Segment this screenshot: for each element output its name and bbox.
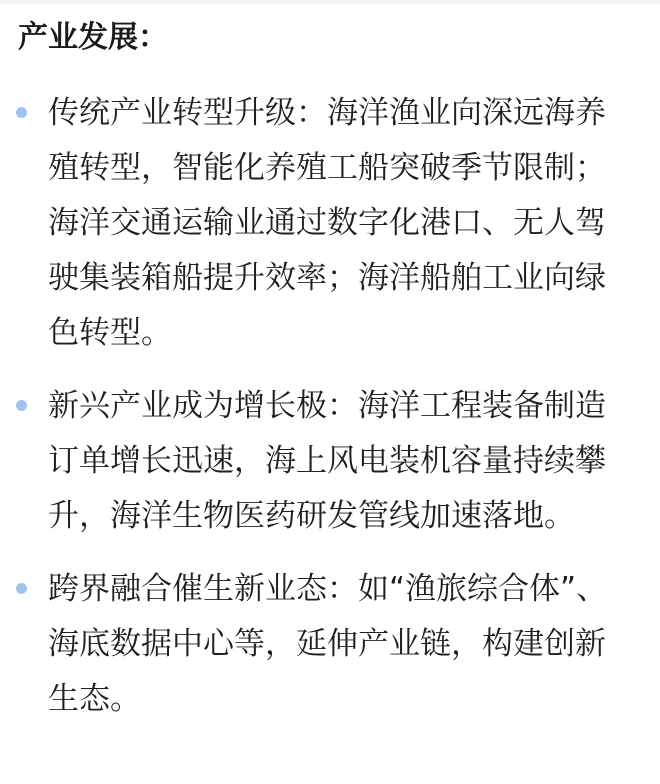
list-item — [0, 86, 660, 361]
list-item — [0, 562, 660, 727]
bullet-dot-icon — [16, 107, 27, 118]
bullet-dot-icon — [16, 400, 27, 411]
list-item-text: 新兴产业成为增长极：海洋工程装备制造订单增长迅速，海上风电装机容量持续攀升，海洋生物医药研发管线加速落地。 — [48, 388, 606, 534]
list-item-text: 传统产业转型升级：海洋渔业向深远海养殖转型，智能化养殖工船突破季节限制；海洋交通运输业通过数字化港口、无人驾驶集装箱船提升效率；海洋船舶工业向绿色转型。 — [48, 95, 606, 351]
bullet-dot-icon — [16, 583, 27, 594]
bullet-list — [0, 86, 660, 745]
list-item — [0, 379, 660, 544]
list-item-text: 跨界融合催生新业态：如“渔旅综合体”、海底数据中心等，延伸产业链，构建创新生态。 — [48, 571, 608, 717]
top-divider — [0, 0, 660, 4]
section-heading: 产业发展： — [18, 20, 168, 55]
